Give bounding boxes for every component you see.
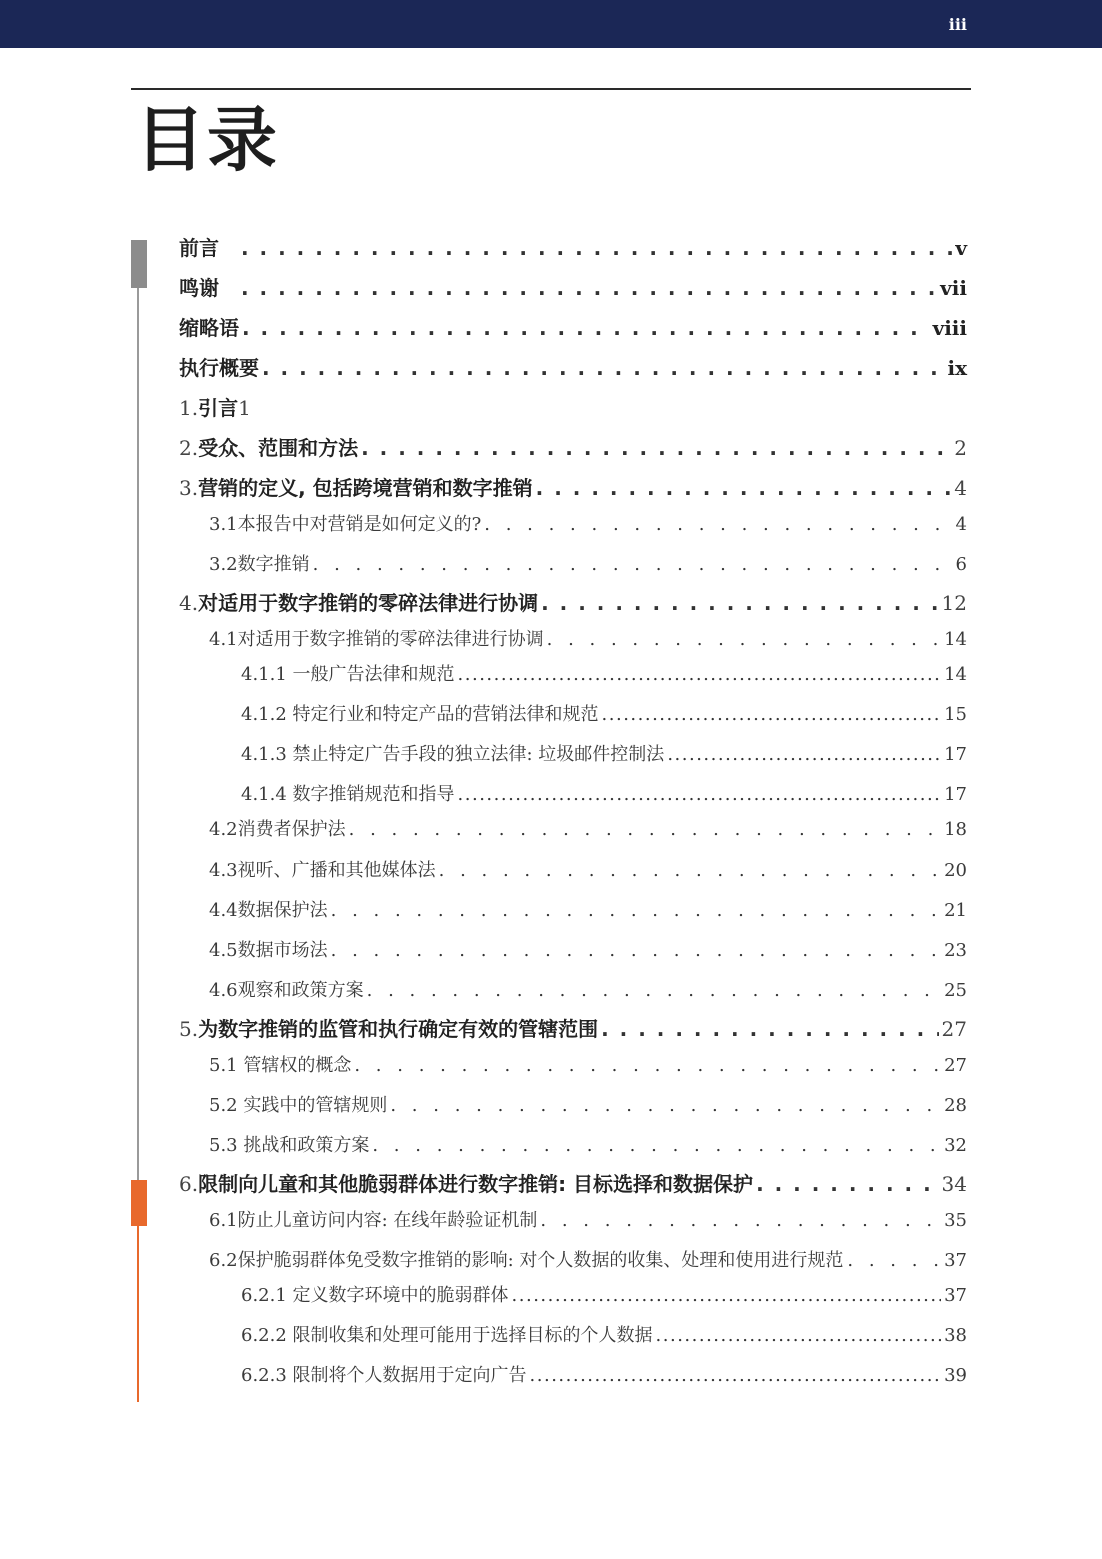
toc-entry-label: 引言: [198, 396, 239, 420]
toc-entry-label: 4.1.3 禁止特定广告手段的独立法律: 垃圾邮件控制法: [241, 744, 665, 765]
toc-entry-number: 3.: [179, 476, 199, 500]
toc-leader-dots: [530, 1365, 942, 1386]
toc-entry-page: 17: [944, 744, 967, 765]
toc-entry[interactable]: [241, 700, 967, 726]
toc-entry-page: v: [955, 236, 967, 260]
toc-leader-dots: [439, 860, 941, 881]
toc-leader-dots: [512, 1285, 942, 1306]
toc-entry[interactable]: [179, 272, 967, 301]
toc-entry-number: 1.: [179, 396, 199, 420]
toc-leader-dots: [458, 784, 942, 805]
toc-entry-label: 4.3视听、广播和其他媒体法: [209, 860, 436, 881]
toc-leader-dots: [602, 704, 942, 725]
toc-side-line: [137, 240, 139, 1180]
toc-entry-label: 6.2.2 限制收集和处理可能用于选择目标的个人数据: [241, 1325, 653, 1346]
toc-entry[interactable]: [179, 312, 967, 341]
toc-entry-label: 4.1.1 一般广告法律和规范: [241, 664, 455, 685]
toc-entry-label: 4.6观察和政策方案: [209, 980, 364, 1001]
toc-leader-dots: [367, 980, 941, 1001]
toc-leader-dots: [601, 1017, 938, 1041]
toc-leader-dots: [540, 1210, 941, 1231]
toc-entry-page: 27: [941, 1017, 967, 1041]
toc-entry-label: 营销的定义, 包括跨境营销和数字推销: [198, 476, 533, 500]
toc-entry-label: 为数字推销的监管和执行确定有效的管辖范围: [198, 1017, 599, 1041]
toc-entry[interactable]: [179, 587, 967, 616]
toc-entry[interactable]: [241, 660, 967, 686]
toc-leader-dots: [390, 1095, 941, 1116]
toc-side-marker: [131, 240, 147, 288]
toc-entry-page: 4: [954, 476, 967, 500]
toc-entry-page: 12: [941, 591, 967, 615]
toc-entry-number: 6.: [179, 1172, 199, 1196]
toc-entry-label: 4.1对适用于数字推销的零碎法律进行协调: [209, 629, 544, 650]
toc-leader-dots: [241, 276, 937, 300]
toc-entry-page: 2: [954, 436, 967, 460]
toc-entry-page: 35: [944, 1210, 967, 1231]
toc-side-marker-accent: [131, 1180, 147, 1226]
toc-entry[interactable]: [241, 780, 967, 806]
toc-entry-page: 28: [944, 1095, 967, 1116]
toc-entry-label: 4.5数据市场法: [209, 940, 328, 961]
toc-leader-dots: [458, 664, 942, 685]
toc-entry[interactable]: [209, 936, 967, 962]
toc-entry[interactable]: [179, 1168, 967, 1197]
toc-leader-dots: [331, 940, 941, 961]
toc-leader-dots: [361, 436, 951, 460]
toc-entry[interactable]: [209, 856, 967, 882]
toc-entry-page: 37: [944, 1250, 967, 1271]
toc-entry-label: 4.1.4 数字推销规范和指导: [241, 784, 455, 805]
toc-leader-dots: [667, 744, 941, 765]
toc-entry[interactable]: [179, 352, 967, 381]
toc-entry-number: 4.: [179, 591, 199, 615]
toc-entry-label: 6.2.3 限制将个人数据用于定向广告: [241, 1365, 527, 1386]
toc-entry-label: 限制向儿童和其他脆弱群体进行数字推销: 目标选择和数据保护: [198, 1172, 754, 1196]
toc-entry-label: 5.1 管辖权的概念: [209, 1055, 352, 1076]
toc-entry-label: 5.2 实践中的管辖规则: [209, 1095, 388, 1116]
toc-entry-label: 对适用于数字推销的零碎法律进行协调: [198, 591, 539, 615]
toc-leader-dots: [547, 629, 941, 650]
toc-entry[interactable]: [209, 976, 967, 1002]
toc-entry[interactable]: [179, 432, 967, 461]
toc-entry-page: 6: [955, 554, 967, 575]
toc-entry-label: 4.4数据保护法: [209, 900, 328, 921]
toc-entry-page: 34: [941, 1172, 967, 1196]
toc-entry-page: 27: [944, 1055, 967, 1076]
toc-entry-label: 缩略语: [179, 316, 239, 340]
toc-entry-label: 3.2数字推销: [209, 554, 310, 575]
toc-entry-page: 23: [944, 940, 967, 961]
toc-entry-page: 21: [944, 900, 967, 921]
page-title: 目录: [135, 99, 279, 181]
toc-entry[interactable]: [179, 1013, 967, 1042]
toc-entry[interactable]: [179, 232, 967, 261]
toc-entry-page: 25: [944, 980, 967, 1001]
toc-leader-dots: [331, 900, 941, 921]
toc-leader-dots: [484, 514, 952, 535]
toc-entry-page: 14: [944, 664, 967, 685]
toc-entry[interactable]: [209, 510, 967, 536]
toc-entry[interactable]: [179, 392, 251, 421]
toc-leader-dots: [847, 1250, 940, 1271]
toc-entry[interactable]: [209, 625, 967, 651]
toc-entry-page: vii: [940, 276, 967, 300]
toc-entry-label: 4.2消费者保护法: [209, 819, 346, 840]
toc-entry-label: 6.2保护脆弱群体免受数字推销的影响: 对个人数据的收集、处理和使用进行规范: [209, 1250, 844, 1271]
title-rule: [131, 88, 971, 90]
toc-entry-number: 2.: [179, 436, 199, 460]
toc-entry-page: 37: [944, 1285, 967, 1306]
toc-entry[interactable]: [241, 1281, 967, 1307]
toc-entry-page: 17: [944, 784, 967, 805]
toc-entry-label: 3.1本报告中对营销是如何定义的?: [209, 514, 482, 535]
toc-entry-label: 5.3 挑战和政策方案: [209, 1135, 370, 1156]
toc-entry-page: viii: [932, 316, 967, 340]
toc-entry[interactable]: [179, 472, 967, 501]
toc-leader-dots: [536, 476, 952, 500]
toc-entry-page: 20: [944, 860, 967, 881]
toc-leader-dots: [372, 1135, 941, 1156]
toc-entry-label: 鸣谢: [179, 276, 219, 300]
toc-entry-label: 6.1防止儿童访问内容: 在线年龄验证机制: [209, 1210, 538, 1231]
toc-entry-page: 4: [955, 514, 967, 535]
toc-entry-page: 1: [238, 396, 251, 420]
toc-leader-dots: [242, 316, 930, 340]
toc-entry[interactable]: [209, 1091, 967, 1117]
toc-entry-page: ix: [947, 356, 967, 380]
toc-entry-label: 前言: [179, 236, 219, 260]
toc-entry-label: 4.1.2 特定行业和特定产品的营销法律和规范: [241, 704, 599, 725]
toc-entry[interactable]: [209, 550, 967, 576]
page-number: iii: [948, 15, 967, 34]
toc-entry-page: 38: [944, 1325, 967, 1346]
toc-entry-page: 32: [944, 1135, 967, 1156]
toc-entry[interactable]: [209, 896, 967, 922]
toc-leader-dots: [241, 236, 952, 260]
toc-entry-label: 执行概要: [179, 356, 259, 380]
toc-leader-dots: [349, 819, 941, 840]
toc-leader-dots: [756, 1172, 938, 1196]
toc-leader-dots: [541, 591, 938, 615]
toc-entry[interactable]: [209, 1206, 967, 1232]
toc-entry-label: 受众、范围和方法: [198, 436, 359, 460]
toc-entry-number: 5.: [179, 1017, 199, 1041]
toc-leader-dots: [354, 1055, 941, 1076]
toc-entry-page: 39: [944, 1365, 967, 1386]
toc-entry-page: 18: [944, 819, 967, 840]
toc-leader-dots: [656, 1325, 942, 1346]
toc-entry[interactable]: [241, 1361, 967, 1387]
toc-entry[interactable]: [241, 1321, 967, 1347]
toc-entry-label: 6.2.1 定义数字环境中的脆弱群体: [241, 1285, 509, 1306]
toc-entry-page: 15: [944, 704, 967, 725]
toc-entry-page: 14: [944, 629, 967, 650]
toc-leader-dots: [313, 554, 953, 575]
toc-entry[interactable]: [209, 1131, 967, 1157]
toc-leader-dots: [262, 356, 944, 380]
header-bar: [0, 0, 1102, 48]
toc-entry[interactable]: [209, 1246, 967, 1272]
toc-entry[interactable]: [209, 1051, 967, 1077]
toc-entry[interactable]: [241, 740, 967, 766]
toc-entry[interactable]: [209, 815, 967, 841]
